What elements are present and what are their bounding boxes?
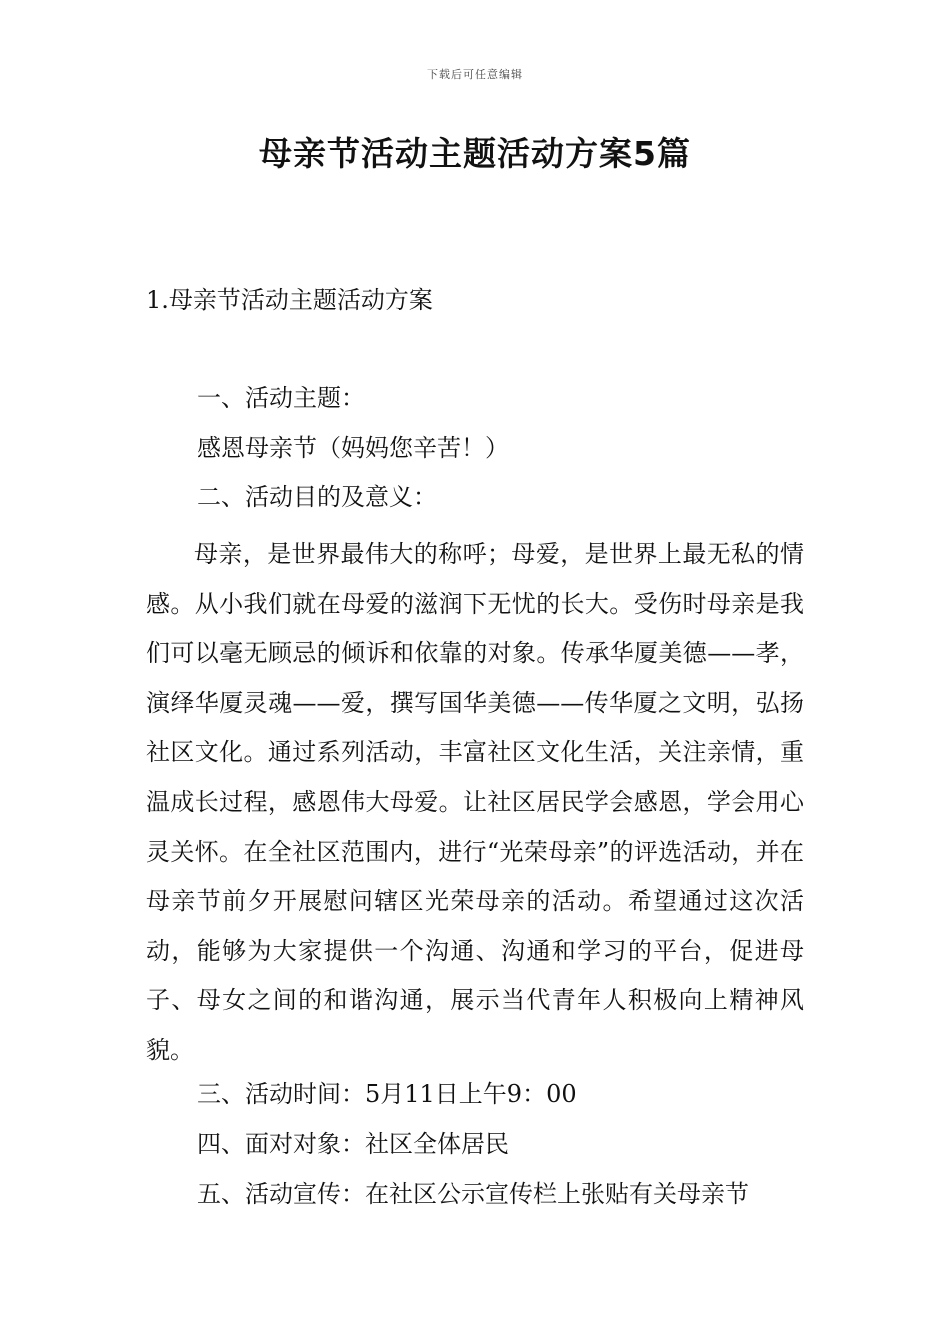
purpose-paragraph: 母亲，是世界最伟大的称呼；母爱，是世界上最无私的情感。从小我们就在母爱的滋润下无忧的长大。受伤时母亲是我们可以毫无顾忌的倾诉和依靠的对象。传承华厦美德——孝，演绎华厦灵魂——爱，撰写国华美德——传华厦之文明，弘扬社区文化。通过系列活动，丰富社区文化生活，关注亲情，重温成长过程，感恩伟大母爱。让社区居民学会感恩，学会用心灵关怀。在全社区范围内，进行“光荣母亲”的评选活动，并在母亲节前夕开展慰问辖区光荣母亲的活动。希望通过这次活动，能够为大家提供一个沟通、沟通和学习的平台，促进母子、母女之间的和谐沟通，展示当代青年人积极向上精神风貌。	[146, 540, 804, 1064]
item-time: 三、活动时间：5月11日上午9：00	[197, 1080, 577, 1108]
purpose-paragraph-block	[146, 530, 804, 1076]
item-purpose-heading: 二、活动目的及意义：	[197, 483, 437, 511]
item-publicity: 五、活动宣传：在社区公示宣传栏上张贴有关母亲节	[197, 1180, 749, 1208]
section-heading: 1.母亲节活动主题活动方案	[146, 286, 433, 314]
item-activity-theme-heading: 一、活动主题：	[197, 384, 365, 412]
activity-theme-text: 感恩母亲节（妈妈您辛苦！）	[197, 434, 509, 462]
document-title: 母亲节活动主题活动方案5篇	[259, 134, 691, 173]
item-audience: 四、面对对象：社区全体居民	[197, 1130, 509, 1158]
header-note: 下载后可任意编辑	[427, 68, 523, 81]
